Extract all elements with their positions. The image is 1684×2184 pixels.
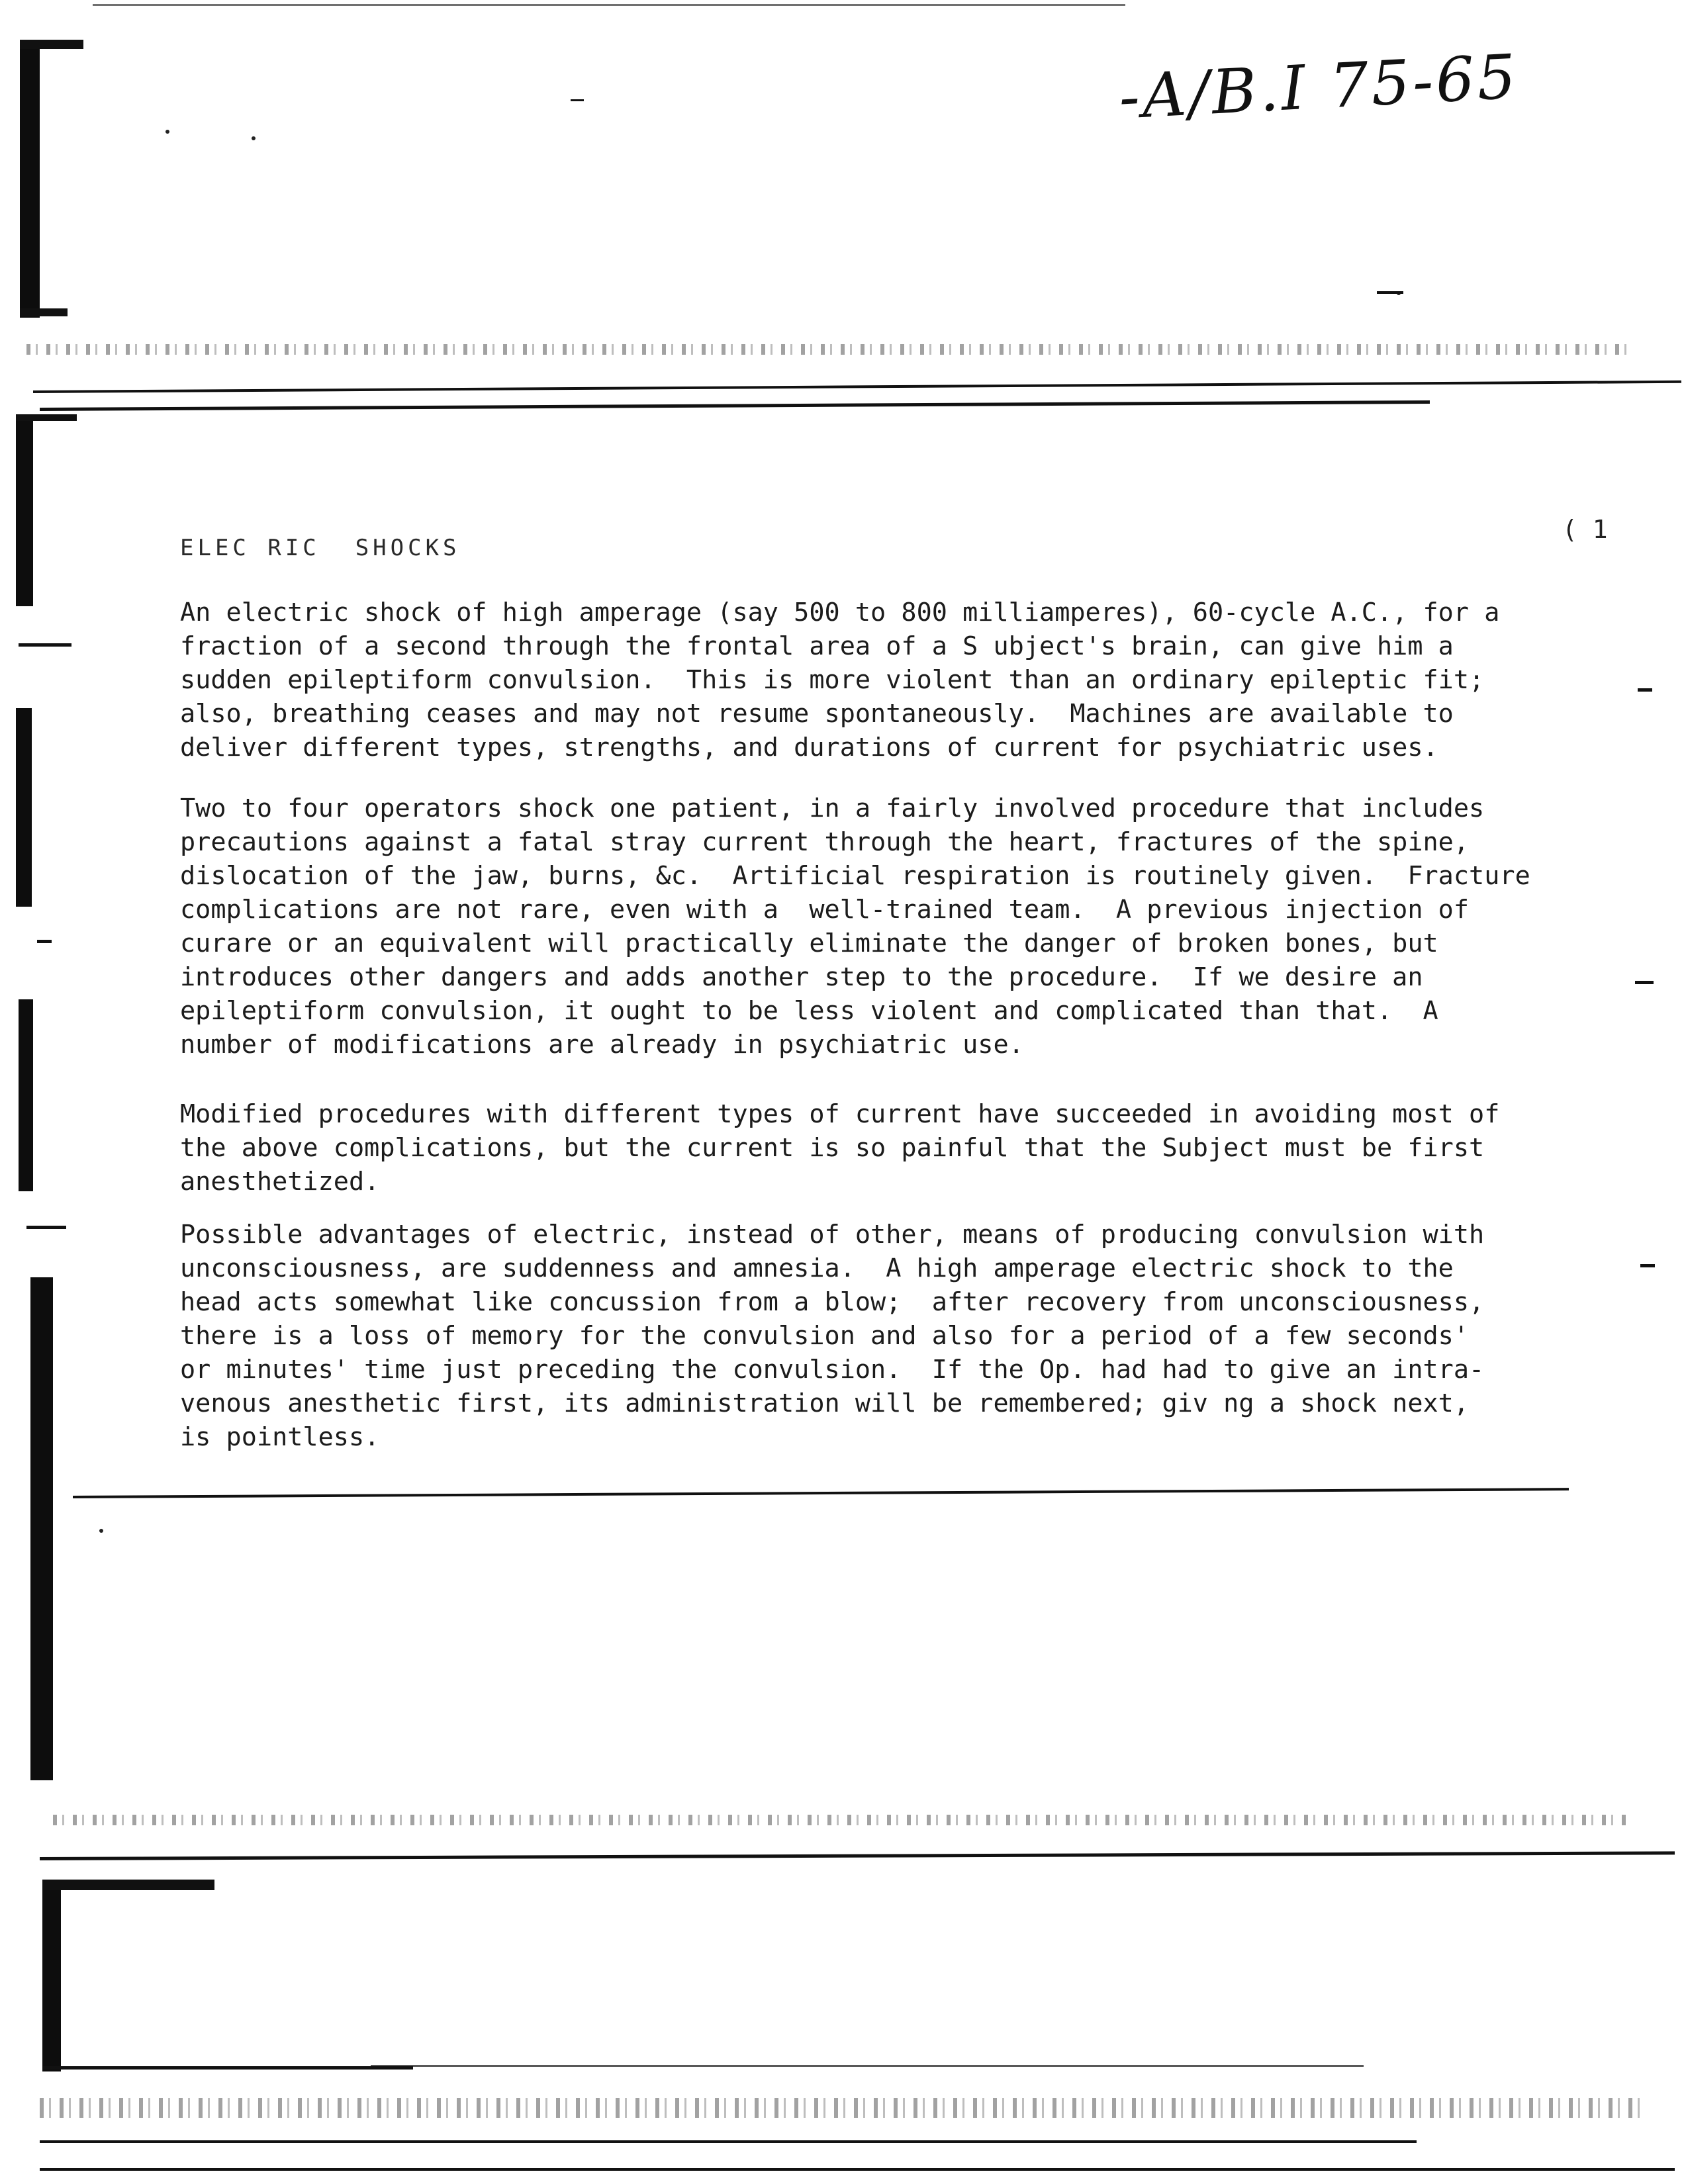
top-edge-line: [93, 4, 1125, 6]
text-line: Possible advantages of electric, instead of other, means of producing convulsion with: [180, 1220, 1485, 1250]
card-top-edge: [33, 381, 1681, 393]
left-bar-2: [16, 708, 32, 907]
bottom-card-top-edge: [40, 1851, 1675, 1860]
speck: [252, 136, 256, 140]
document-title: ELEC RIC SHOCKS: [180, 535, 461, 561]
text-line: introduces other dangers and adds another step to the procedure. If we desire an: [180, 962, 1423, 992]
top-bracket-cap: [20, 40, 83, 49]
bottom-bracket: [42, 1880, 61, 2071]
text-line: fraction of a second through the frontal area of a S ubject's brain, can give him a: [180, 631, 1454, 661]
left-bar-1-cap: [16, 414, 77, 421]
speck: [99, 1529, 103, 1533]
text-line: sudden epileptiform convulsion. This is more violent than an ordinary epileptic fit;: [180, 665, 1485, 695]
text-line: precautions against a fatal stray current through the heart, fractures of the spine,: [180, 827, 1470, 857]
left-tick-2: [37, 940, 52, 943]
card-top-edge-inner: [40, 400, 1430, 411]
scan-smudge-upper: [26, 344, 1628, 355]
text-line: An electric shock of high amperage (say 500 to 800 milliamperes), 60-cycle A.C., for a: [180, 598, 1500, 627]
left-tick-1: [19, 643, 71, 647]
paragraph-3: [180, 1097, 1603, 1199]
text-line: there is a loss of memory for the convulsion and also for a period of a few seconds': [180, 1321, 1470, 1351]
text-line: unconsciousness, are suddenness and amnesia. A high amperage electric shock to the: [180, 1253, 1454, 1283]
left-tick-3: [26, 1226, 66, 1229]
top-bracket: [20, 40, 40, 318]
card-bottom-edge: [73, 1488, 1569, 1498]
page-number: ( 1: [1562, 515, 1608, 544]
text-line: the above complications, but the current is so painful that the Subject must be first: [180, 1133, 1485, 1163]
text-line: also, breathing ceases and may not resume spontaneously. Machines are available to: [180, 699, 1454, 729]
text-line: anesthetized.: [180, 1167, 380, 1197]
top-bracket-foot: [20, 308, 68, 316]
paragraph-4: [180, 1218, 1603, 1454]
text-line: deliver different types, strengths, and durations of current for psychiatric uses.: [180, 733, 1438, 762]
right-mark-2: [1635, 981, 1654, 984]
speck-dash: [571, 99, 584, 101]
bottom-card-line: [371, 2065, 1364, 2067]
right-mark-1: [1638, 688, 1652, 692]
text-line: or minutes' time just preceding the convulsion. If the Op. had had to give an intra-: [180, 1355, 1485, 1385]
text-line: epileptiform convulsion, it ought to be less violent and complicated than that. A: [180, 996, 1438, 1026]
text-line: Modified procedures with different types of current have succeeded in avoiding most of: [180, 1099, 1500, 1129]
scan-smudge-bottom: [40, 2098, 1642, 2118]
bottom-bracket-foot: [42, 2066, 413, 2070]
speck-dash: [1377, 291, 1403, 294]
text-line: is pointless.: [180, 1422, 380, 1452]
scan-smudge-lower: [53, 1815, 1628, 1825]
left-bar-1: [16, 414, 33, 606]
left-bar-4: [30, 1277, 53, 1780]
bottom-edge-line: [40, 2140, 1417, 2143]
bottom-bracket-cap: [42, 1880, 214, 1890]
page-bottom-line: [40, 2168, 1675, 2171]
text-line: venous anesthetic first, its administration will be remembered; giv ng a shock next,: [180, 1388, 1470, 1418]
text-line: number of modifications are already in psychiatric use.: [180, 1030, 1024, 1060]
left-bar-3: [19, 999, 33, 1191]
text-line: head acts somewhat like concussion from a blow; after recovery from unconsciousness,: [180, 1287, 1485, 1317]
paragraph-2: [180, 792, 1603, 1062]
handwritten-code: -A/B.I 75-65: [1117, 41, 1520, 133]
right-mark-3: [1640, 1264, 1655, 1267]
text-line: dislocation of the jaw, burns, &c. Artificial respiration is routinely given. Fracture: [180, 861, 1530, 891]
paragraph-1: [180, 596, 1603, 764]
text-line: curare or an equivalent will practically eliminate the danger of broken bones, but: [180, 929, 1438, 958]
text-line: Two to four operators shock one patient, in a fairly involved procedure that includes: [180, 794, 1485, 823]
text-line: complications are not rare, even with a well-trained team. A previous injection of: [180, 895, 1470, 925]
speck: [165, 130, 169, 134]
